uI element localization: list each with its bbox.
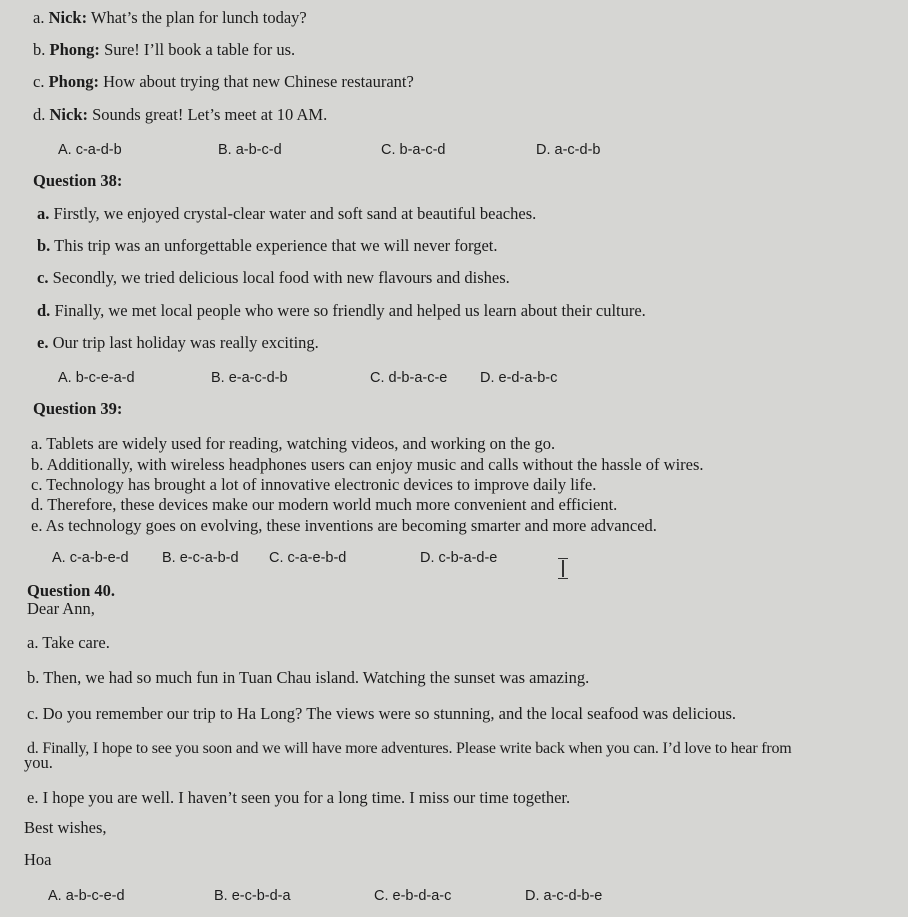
q38-title: Question 38: [33,171,123,190]
q38-line-e: e. Our trip last holiday was really exciting. [37,333,319,352]
q40-options [48,886,668,906]
q38-line-b: b. This trip was an unforgettable experience that we will never forget. [37,236,498,255]
q38-line-a: a. Firstly, we enjoyed crystal-clear water and soft sand at beautiful beaches. [37,204,537,223]
q40-option-a[interactable]: A. a-b-c-e-d [48,888,125,904]
q39-line-e: e. As technology goes on evolving, these inventions are becoming smarter and more advanced. [31,516,657,535]
q40-option-d[interactable]: D. a-c-d-b-e [525,888,603,904]
q37-line-d: d. Nick: Sounds great! Let’s meet at 10 AM. [33,105,328,124]
q38-line-d: d. Finally, we met local people who were so friendly and helped us learn about their culture. [37,301,646,320]
q37-options [58,140,658,160]
q40-line-d-wrap: you. [24,753,53,772]
q40-line-d: d. Finally, I hope to see you soon and we will have more adventures. Please write back when you can. I’d love to hear from [27,740,792,757]
q40-line-e: e. I hope you are well. I haven’t seen you for a long time. I miss our time together. [27,788,571,807]
q38-option-d[interactable]: D. e-d-a-b-c [480,370,558,386]
q39-title: Question 39: [33,399,123,418]
q40-line-a: a. Take care. [27,633,110,652]
q37-option-c[interactable]: C. b-a-c-d [381,142,446,158]
q38-options [58,368,658,388]
text-cursor-icon [556,558,570,580]
q39-line-a: a. Tablets are widely used for reading, watching videos, and working on the go. [31,434,556,453]
q40-signature: Hoa [24,850,52,869]
q40-line-c: c. Do you remember our trip to Ha Long? The views were so stunning, and the local seafood was delicious. [27,704,737,723]
q40-title: Question 40. [27,581,116,600]
q40-closing: Best wishes, [24,818,107,837]
q38-option-c[interactable]: C. d-b-a-c-e [370,370,448,386]
q39-option-c[interactable]: C. c-a-e-b-d [269,550,347,566]
q37-option-a[interactable]: A. c-a-d-b [58,142,122,158]
q40-option-b[interactable]: B. e-c-b-d-a [214,888,291,904]
q38-line-c: c. Secondly, we tried delicious local food with new flavours and dishes. [37,268,510,287]
q39-line-b: b. Additionally, with wireless headphones users can enjoy music and calls without the hassle of wires. [31,455,704,474]
q39-line-d: d. Therefore, these devices make our modern world much more convenient and efficient. [31,495,618,514]
q40-line-b: b. Then, we had so much fun in Tuan Chau island. Watching the sunset was amazing. [27,668,590,687]
q37-line-b: b. Phong: Sure! I’ll book a table for us. [33,40,296,59]
q37-line-a: a. Nick: What’s the plan for lunch today? [33,8,307,27]
q38-option-b[interactable]: B. e-a-c-d-b [211,370,288,386]
q37-option-b[interactable]: B. a-b-c-d [218,142,282,158]
q37-line-c: c. Phong: How about trying that new Chinese restaurant? [33,72,414,91]
q38-option-a[interactable]: A. b-c-e-a-d [58,370,135,386]
q39-option-b[interactable]: B. e-c-a-b-d [162,550,239,566]
q37-option-d[interactable]: D. a-c-d-b [536,142,601,158]
q39-line-c: c. Technology has brought a lot of innovative electronic devices to improve daily life. [31,475,597,494]
q40-option-c[interactable]: C. e-b-d-a-c [374,888,452,904]
q39-option-a[interactable]: A. c-a-b-e-d [52,550,129,566]
q39-option-d[interactable]: D. c-b-a-d-e [420,550,498,566]
q40-greeting: Dear Ann, [27,599,95,618]
